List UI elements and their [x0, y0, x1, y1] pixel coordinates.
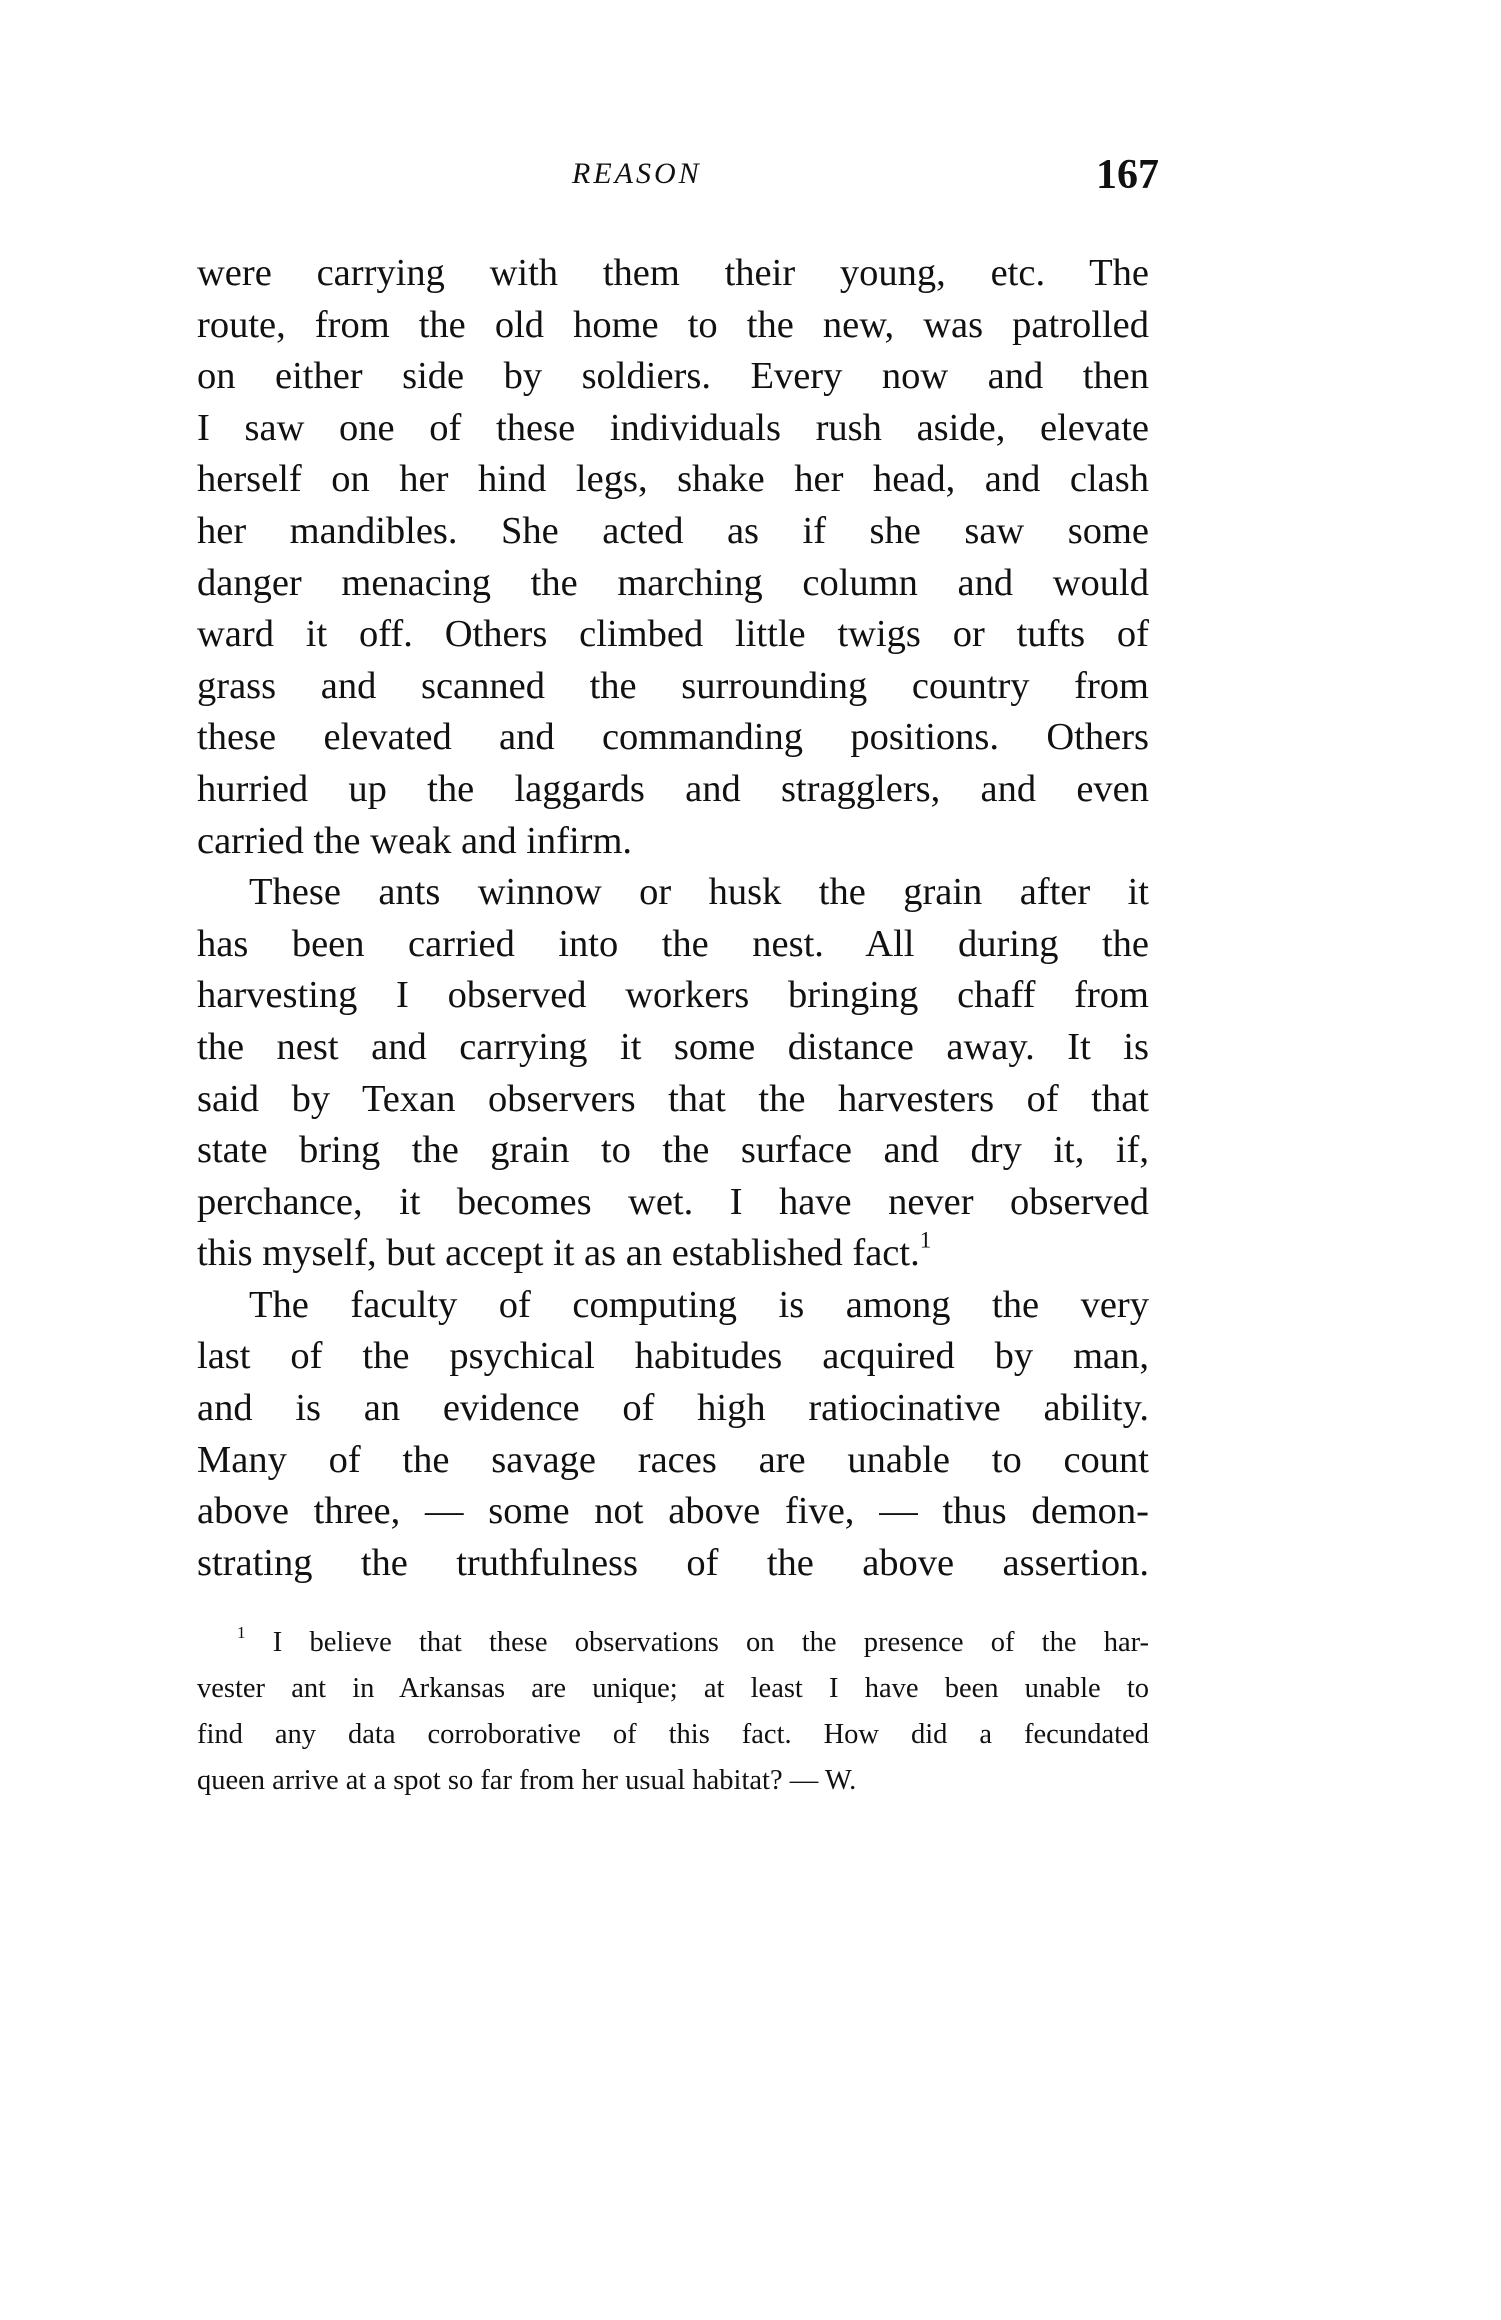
footnote-reference[interactable]: 1: [919, 1226, 932, 1253]
text-line: carried the weak and infirm.: [197, 819, 633, 862]
text-line: has been carried into the nest. All during the: [197, 922, 1149, 965]
text-line: herself on her hind legs, shake her head, and clash: [197, 458, 1149, 501]
text-line: These ants winnow or husk the grain after it: [249, 871, 1149, 914]
text-line: perchance, it becomes wet. I have never observed: [197, 1180, 1149, 1223]
text-line: I saw one of these individuals rush aside, elevate: [197, 406, 1149, 449]
footnote-1: [197, 1620, 1150, 1804]
text-line: last of the psychical habitudes acquired by man,: [197, 1335, 1149, 1378]
footnote-line: find any data corroborative of this fact. How did a fecundated: [197, 1719, 1149, 1750]
paragraph-3: [197, 1280, 1149, 1590]
footnote-line: [237, 1620, 1149, 1666]
paragraph-2: [197, 867, 1149, 1280]
text-line: the nest and carrying it some distance away. It is: [197, 1025, 1149, 1068]
footnote-marker: 1: [237, 1623, 246, 1643]
text-line: these elevated and commanding positions. Others: [197, 716, 1149, 759]
text-line: route, from the old home to the new, was patrolled: [197, 303, 1149, 346]
text-line: state bring the grain to the surface and dry it, if,: [197, 1129, 1149, 1172]
text-line: Many of the savage races are unable to count: [197, 1438, 1149, 1481]
text-line-with-footnote: [197, 1228, 1149, 1280]
running-head: [0, 152, 1501, 207]
footnote-line: queen arrive at a spot so far from her usual habitat? — W.: [197, 1765, 857, 1796]
text-line: on either side by soldiers. Every now and then: [197, 355, 1149, 398]
footnotes: [197, 1620, 1150, 1804]
text-line: said by Texan observers that the harvesters of that: [197, 1077, 1149, 1120]
body-text: [197, 248, 1149, 1589]
text-line: The faculty of computing is among the very: [249, 1283, 1149, 1326]
text-line: this myself, but accept it as an established fact.: [197, 1232, 920, 1275]
text-line: ward it off. Others climbed little twigs or tufts of: [197, 613, 1149, 656]
text-line: grass and scanned the surrounding country from: [197, 664, 1149, 707]
footnote-line: vester ant in Arkansas are unique; at least I have been unable to: [197, 1673, 1149, 1704]
text-line: were carrying with them their young, etc. The: [197, 252, 1149, 294]
text-line: and is an evidence of high ratiocinative ability.: [197, 1387, 1149, 1430]
text-line: harvesting I observed workers bringing chaff from: [197, 974, 1149, 1017]
running-title: REASON: [572, 157, 702, 190]
text-line: danger menacing the marching column and would: [197, 561, 1149, 604]
paragraph-1: [197, 248, 1149, 867]
text-line: strating the truthfulness of the above assertion.: [197, 1541, 1149, 1584]
text-line: her mandibles. She acted as if she saw some: [197, 509, 1149, 552]
page-number: 167: [1096, 152, 1159, 198]
text-line: above three, — some not above five, — thus demon-: [197, 1490, 1149, 1533]
text-line: hurried up the laggards and stragglers, and even: [197, 767, 1149, 810]
footnote-text: I believe that these observations on the presence of the har-: [272, 1627, 1150, 1658]
